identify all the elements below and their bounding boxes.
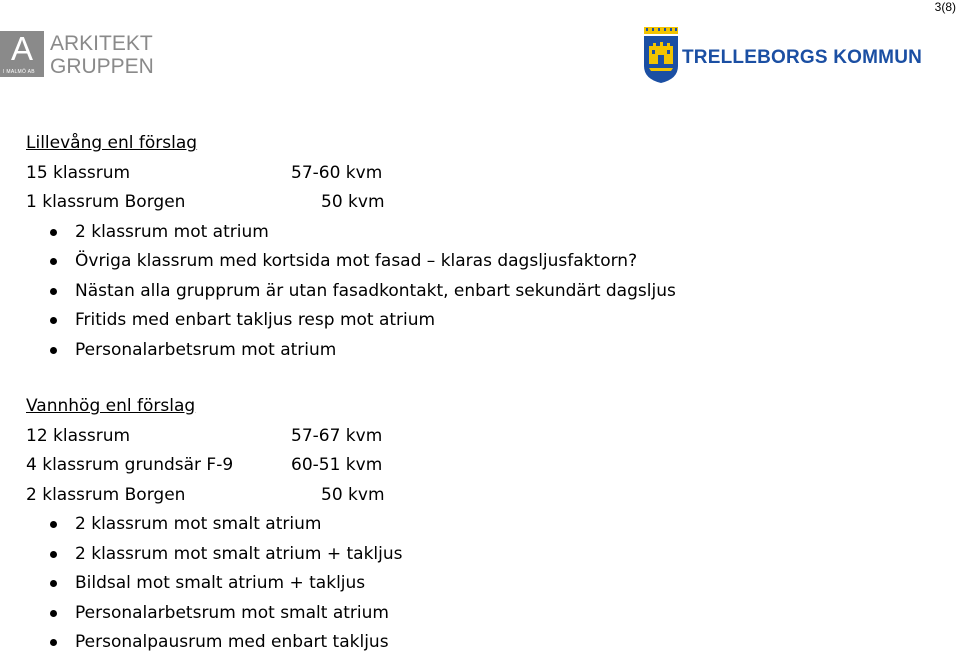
room-label: 15 klassrum [26, 162, 131, 183]
bullet-item [26, 628, 926, 658]
section-lillevang [26, 129, 926, 365]
section-heading: Lillevång enl förslag [26, 133, 198, 153]
bullet-item [26, 599, 926, 629]
bullet-icon [50, 317, 57, 324]
bullet-item [26, 306, 926, 336]
bullet-item [26, 277, 926, 307]
bullet-text: 2 klassrum mot atrium [75, 221, 269, 242]
logo-wordmark [50, 32, 154, 78]
room-row [26, 159, 926, 189]
bullet-text: Personalarbetsrum mot smalt atrium [75, 602, 389, 623]
room-area: 60-51 kvm [291, 455, 383, 475]
bullet-item [26, 510, 926, 540]
bullet-text: Fritids med enbart takljus resp mot atrium [75, 310, 436, 330]
bullet-text: Nästan alla grupprum är utan fasadkontakt, enbart sekundärt dagsljus [75, 280, 676, 301]
room-row [26, 422, 926, 452]
bullet-item [26, 540, 926, 570]
room-area: 57-67 kvm [291, 425, 383, 446]
section-heading: Vannhög enl förslag [26, 396, 196, 416]
bullet-item [26, 569, 926, 599]
bullet-icon [50, 551, 57, 558]
logo-line-2: GRUPPEN [50, 55, 154, 78]
section-vannhog [26, 392, 926, 658]
bullet-icon [50, 521, 57, 528]
room-row [26, 481, 926, 511]
bullet-text: Personalarbetsrum mot atrium [75, 339, 337, 360]
bullet-icon [50, 639, 57, 646]
crest-icon [643, 26, 679, 84]
logo-letter: A [10, 30, 33, 67]
bullet-item [26, 336, 926, 366]
kommun-wordmark: TRELLEBORGS KOMMUN [682, 47, 923, 68]
bullet-icon [50, 258, 57, 265]
room-label: 4 klassrum grundsär F-9 [26, 455, 234, 475]
document-body [26, 129, 926, 658]
room-row [26, 188, 926, 218]
bullet-icon [50, 347, 57, 354]
bullet-text: Personalpausrum med enbart takljus [75, 632, 389, 652]
room-area: 50 kvm [321, 192, 385, 212]
page-number: 3(8) [934, 0, 956, 14]
logo-tagline: I MALMÖ AB [3, 69, 35, 75]
room-label: 1 klassrum Borgen [26, 192, 186, 212]
bullet-icon [50, 288, 57, 295]
logo-line-1: ARKITEKT [50, 32, 153, 55]
room-row [26, 451, 926, 481]
bullet-icon [50, 580, 57, 587]
bullet-item [26, 247, 926, 277]
bullet-icon [50, 229, 57, 236]
section-gap [26, 365, 926, 392]
room-label: 12 klassrum [26, 425, 131, 446]
room-area: 50 kvm [321, 484, 385, 505]
room-label: 2 klassrum Borgen [26, 484, 186, 505]
room-area: 57-60 kvm [291, 162, 383, 183]
bullet-item [26, 218, 926, 248]
trelleborgs-kommun-logo [643, 26, 923, 84]
bullet-text: 2 klassrum mot smalt atrium + takljus [75, 543, 403, 564]
logo-box [0, 31, 44, 77]
bullet-text: 2 klassrum mot smalt atrium [75, 514, 322, 534]
bullet-icon [50, 610, 57, 617]
bullet-text: Bildsal mot smalt atrium + takljus [75, 573, 366, 593]
bullet-text: Övriga klassrum med kortsida mot fasad – klaras dagsljusfaktorn? [75, 251, 638, 271]
